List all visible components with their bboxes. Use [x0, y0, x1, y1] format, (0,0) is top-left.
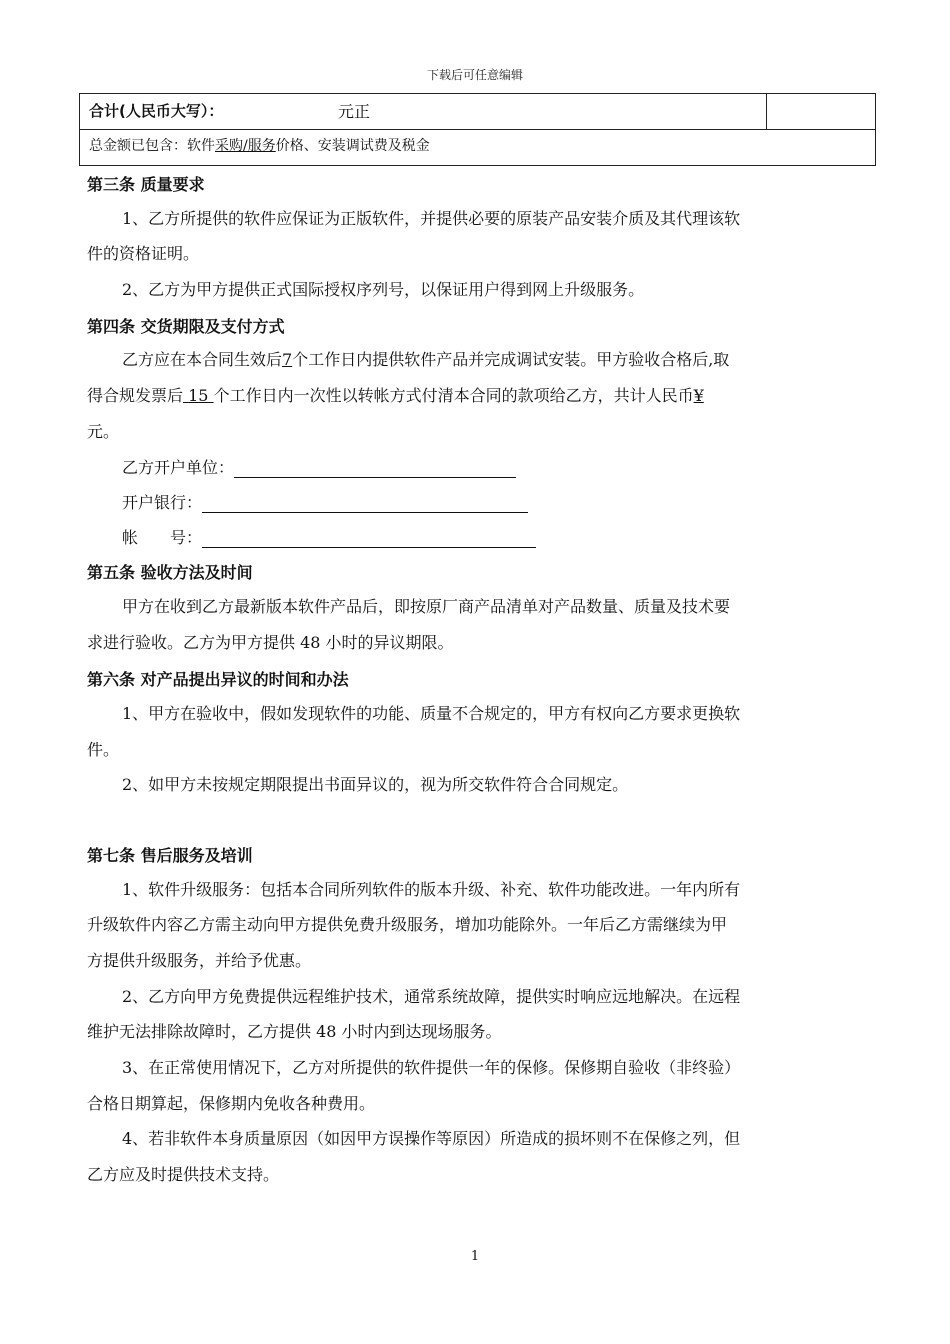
table-divider	[766, 94, 767, 130]
s4-p1b-post: 个工作日内一次性以转帐方式付清本合同的款项给乙方，共计人民币	[213, 386, 694, 405]
total-value: 元正	[338, 102, 371, 121]
section-4-p1-line2	[87, 383, 950, 406]
section-7-p2-line2: 维护无法排除故障时，乙方提供 48 小时内到达现场服务。	[87, 1022, 502, 1041]
section-5-p1-line2: 求进行验收。乙方为甲方提供 48 小时的异议期限。	[87, 633, 454, 652]
section-3-p2: 2、乙方为甲方提供正式国际授权序列号，以保证用户得到网上升级服务。	[122, 280, 645, 299]
section-7-p2-line1: 2、乙方向甲方免费提供远程维护技术，通常系统故障，提供实时响应远地解决。在远程	[122, 987, 741, 1006]
includes-prefix: 总金额已包含：软件	[89, 138, 215, 154]
bank-line	[122, 490, 950, 513]
section-7-p1-line3: 方提供升级服务，并给予优惠。	[87, 951, 312, 970]
section-5-heading: 第五条 验收方法及时间	[87, 563, 253, 582]
section-4-p1-line3: 元。	[87, 422, 120, 441]
section-5-p1-line1: 甲方在收到乙方最新版本软件产品后，即按原厂商产品清单对产品数量、质量及技术要	[122, 597, 731, 616]
section-4-p1-line1	[122, 347, 950, 370]
bank-label: 开户银行：	[122, 493, 203, 512]
account-no-blank	[202, 531, 536, 548]
payment-days-value: 15	[188, 386, 209, 405]
s4-p1a-post: 个工作日内提供软件产品并完成调试安装。甲方验收合格后,取	[292, 350, 730, 369]
account-no-label: 帐 号：	[122, 528, 203, 547]
section-6-p1-line1: 1、甲方在验收中，假如发现软件的功能、质量不合规定的，甲方有权向乙方要求更换软	[122, 704, 741, 723]
section-7-p4-line1: 4、若非软件本身质量原因（如因甲方误操作等原因）所造成的损坏则不在保修之列，但	[122, 1129, 741, 1148]
account-unit-label: 乙方开户单位：	[122, 458, 235, 477]
section-7-heading: 第七条 售后服务及培训	[87, 846, 253, 865]
section-3-p1-line2: 件的资格证明。	[87, 244, 200, 263]
account-no-line	[122, 525, 950, 548]
section-7-p4-line2: 乙方应及时提供技术支持。	[87, 1165, 280, 1184]
section-7-p1-line1: 1、软件升级服务：包括本合同所列软件的版本升级、补充、软件功能改进。一年内所有	[122, 880, 741, 899]
currency-symbol: ¥	[693, 386, 704, 405]
section-3-p1-line1: 1、乙方所提供的软件应保证为正版软件，并提供必要的原装产品安装介质及其代理该软	[122, 209, 741, 228]
delivery-days: 7	[282, 350, 293, 369]
s4-p1a-pre: 乙方应在本合同生效后	[122, 350, 283, 369]
payment-days	[183, 386, 214, 405]
section-7-p1-line2: 升级软件内容乙方需主动向甲方提供免费升级服务，增加功能除外。一年后乙方需继续为甲	[87, 915, 728, 934]
account-unit-line	[122, 455, 950, 478]
section-6-heading: 第六条 对产品提出异议的时间和办法	[87, 670, 349, 689]
total-label: 合计(人民币大写）：	[89, 102, 224, 120]
section-7-p3-line2: 合格日期算起，保修期内免收各种费用。	[87, 1094, 376, 1113]
section-6-p2: 2、如甲方未按规定期限提出书面异议的，视为所交软件符合合同规定。	[122, 775, 629, 794]
s4-p1b-pre: 得合规发票后	[87, 386, 184, 405]
includes-suffix: 价格、安装调试费及税金	[275, 138, 430, 154]
total-amount-table	[79, 93, 876, 166]
page-header: 下载后可任意编辑	[426, 68, 523, 82]
total-row	[80, 94, 875, 130]
section-4-heading: 第四条 交货期限及支付方式	[87, 317, 285, 336]
page-number: 1	[470, 1249, 480, 1264]
section-6-p1-line2: 件。	[87, 740, 120, 759]
section-3-heading: 第三条 质量要求	[87, 175, 205, 194]
includes-underlined: 采购/服务	[215, 138, 276, 154]
section-7-p3-line1: 3、在正常使用情况下，乙方对所提供的软件提供一年的保修。保修期自验收（非终验）	[122, 1058, 741, 1077]
bank-blank	[202, 496, 528, 513]
account-unit-blank	[234, 461, 516, 478]
includes-row	[89, 135, 430, 155]
